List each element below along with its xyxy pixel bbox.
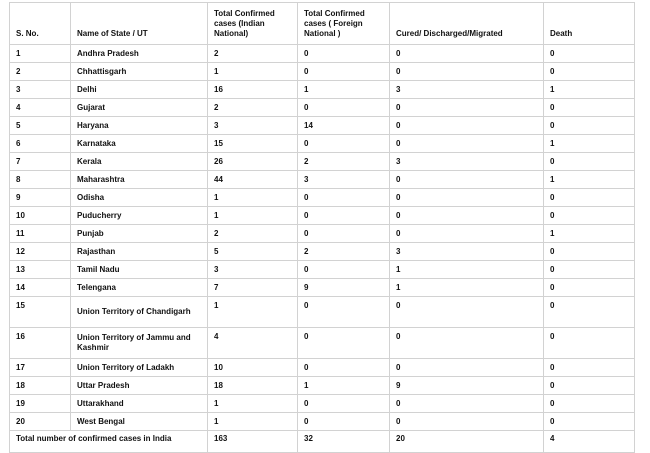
cell-indian: 5 xyxy=(208,243,298,261)
cell-indian: 7 xyxy=(208,279,298,297)
cell-cured: 0 xyxy=(390,413,544,431)
cell-indian: 3 xyxy=(208,261,298,279)
cell-state: Puducherry xyxy=(71,207,208,225)
cell-cured: 1 xyxy=(390,279,544,297)
cell-death: 0 xyxy=(544,297,635,328)
total-label: Total number of confirmed cases in India xyxy=(10,431,208,453)
cell-sno: 8 xyxy=(10,171,71,189)
cell-death: 0 xyxy=(544,207,635,225)
cell-sno: 6 xyxy=(10,135,71,153)
total-indian: 163 xyxy=(208,431,298,453)
total-row xyxy=(10,431,635,453)
cell-indian: 1 xyxy=(208,189,298,207)
total-cured: 20 xyxy=(390,431,544,453)
cell-cured: 1 xyxy=(390,261,544,279)
cell-state: Union Territory of Jammu and Kashmir xyxy=(71,328,208,359)
cell-death: 0 xyxy=(544,63,635,81)
table-row xyxy=(10,243,635,261)
table-row xyxy=(10,225,635,243)
header-sno: S. No. xyxy=(10,3,71,45)
cell-cured: 0 xyxy=(390,171,544,189)
cell-state: Tamil Nadu xyxy=(71,261,208,279)
cell-death: 1 xyxy=(544,171,635,189)
cell-sno: 1 xyxy=(10,45,71,63)
cell-state: Maharashtra xyxy=(71,171,208,189)
cell-cured: 0 xyxy=(390,63,544,81)
table-row xyxy=(10,359,635,377)
header-foreign-cases: Total Confirmed cases ( Foreign National ) xyxy=(298,3,390,45)
table-body xyxy=(10,45,635,431)
cell-death: 0 xyxy=(544,243,635,261)
total-death: 4 xyxy=(544,431,635,453)
cell-sno: 17 xyxy=(10,359,71,377)
cell-state: Haryana xyxy=(71,117,208,135)
cell-sno: 4 xyxy=(10,99,71,117)
cell-foreign: 0 xyxy=(298,261,390,279)
cell-indian: 1 xyxy=(208,395,298,413)
cell-foreign: 0 xyxy=(298,225,390,243)
cell-state: Karnataka xyxy=(71,135,208,153)
cell-foreign: 0 xyxy=(298,413,390,431)
cell-cured: 0 xyxy=(390,135,544,153)
cell-cured: 0 xyxy=(390,328,544,359)
cell-foreign: 1 xyxy=(298,81,390,99)
cell-state: Union Territory of Chandigarh xyxy=(71,297,208,328)
total-foreign: 32 xyxy=(298,431,390,453)
header-indian-cases: Total Confirmed cases (Indian National) xyxy=(208,3,298,45)
cell-foreign: 9 xyxy=(298,279,390,297)
cell-indian: 1 xyxy=(208,63,298,81)
cell-sno: 10 xyxy=(10,207,71,225)
table-row xyxy=(10,135,635,153)
cell-death: 1 xyxy=(544,81,635,99)
cell-indian: 1 xyxy=(208,207,298,225)
cell-indian: 2 xyxy=(208,45,298,63)
header-cured: Cured/ Discharged/Migrated xyxy=(390,3,544,45)
cell-death: 0 xyxy=(544,359,635,377)
cell-sno: 12 xyxy=(10,243,71,261)
cell-cured: 0 xyxy=(390,395,544,413)
cell-foreign: 0 xyxy=(298,359,390,377)
cell-cured: 0 xyxy=(390,45,544,63)
cell-death: 0 xyxy=(544,395,635,413)
cell-death: 0 xyxy=(544,413,635,431)
header-state: Name of State / UT xyxy=(71,3,208,45)
table-row xyxy=(10,99,635,117)
cell-state: Uttar Pradesh xyxy=(71,377,208,395)
cell-indian: 10 xyxy=(208,359,298,377)
cell-death: 0 xyxy=(544,117,635,135)
cell-death: 1 xyxy=(544,225,635,243)
cell-state: Chhattisgarh xyxy=(71,63,208,81)
cell-indian: 1 xyxy=(208,413,298,431)
cell-state: Gujarat xyxy=(71,99,208,117)
cell-foreign: 0 xyxy=(298,207,390,225)
table-row xyxy=(10,207,635,225)
cell-state: Odisha xyxy=(71,189,208,207)
cell-sno: 20 xyxy=(10,413,71,431)
table-header-row xyxy=(10,3,635,45)
cell-indian: 15 xyxy=(208,135,298,153)
cell-foreign: 0 xyxy=(298,45,390,63)
header-death: Death xyxy=(544,3,635,45)
cell-state: Kerala xyxy=(71,153,208,171)
cell-foreign: 2 xyxy=(298,153,390,171)
cell-state: Uttarakhand xyxy=(71,395,208,413)
cell-indian: 1 xyxy=(208,297,298,328)
cell-sno: 9 xyxy=(10,189,71,207)
table-row xyxy=(10,297,635,328)
cell-state: Union Territory of Ladakh xyxy=(71,359,208,377)
cell-cured: 3 xyxy=(390,243,544,261)
cell-sno: 11 xyxy=(10,225,71,243)
cell-foreign: 0 xyxy=(298,328,390,359)
cell-foreign: 0 xyxy=(298,297,390,328)
table-row xyxy=(10,279,635,297)
cell-death: 1 xyxy=(544,135,635,153)
cell-cured: 0 xyxy=(390,297,544,328)
table-row xyxy=(10,45,635,63)
cell-foreign: 3 xyxy=(298,171,390,189)
cell-indian: 44 xyxy=(208,171,298,189)
cases-table xyxy=(9,2,635,453)
cell-indian: 3 xyxy=(208,117,298,135)
cell-cured: 0 xyxy=(390,207,544,225)
cell-state: Rajasthan xyxy=(71,243,208,261)
cell-death: 0 xyxy=(544,99,635,117)
table-row xyxy=(10,153,635,171)
cell-foreign: 0 xyxy=(298,395,390,413)
table-row xyxy=(10,63,635,81)
table-row xyxy=(10,261,635,279)
cell-death: 0 xyxy=(544,279,635,297)
cell-sno: 15 xyxy=(10,297,71,328)
cell-foreign: 2 xyxy=(298,243,390,261)
cell-indian: 26 xyxy=(208,153,298,171)
cell-death: 0 xyxy=(544,328,635,359)
table-row xyxy=(10,189,635,207)
cell-death: 0 xyxy=(544,261,635,279)
cell-cured: 0 xyxy=(390,99,544,117)
cell-sno: 19 xyxy=(10,395,71,413)
cell-cured: 9 xyxy=(390,377,544,395)
table-row xyxy=(10,395,635,413)
cell-foreign: 14 xyxy=(298,117,390,135)
table-row xyxy=(10,413,635,431)
cell-sno: 18 xyxy=(10,377,71,395)
cell-indian: 4 xyxy=(208,328,298,359)
cell-sno: 3 xyxy=(10,81,71,99)
cell-foreign: 0 xyxy=(298,189,390,207)
cell-indian: 2 xyxy=(208,225,298,243)
cell-state: Andhra Pradesh xyxy=(71,45,208,63)
cell-cured: 3 xyxy=(390,81,544,99)
cell-sno: 7 xyxy=(10,153,71,171)
cell-cured: 3 xyxy=(390,153,544,171)
cell-indian: 18 xyxy=(208,377,298,395)
table-row xyxy=(10,328,635,359)
table-row xyxy=(10,171,635,189)
cell-cured: 0 xyxy=(390,225,544,243)
cell-state: Telengana xyxy=(71,279,208,297)
table-row xyxy=(10,377,635,395)
cell-indian: 2 xyxy=(208,99,298,117)
cell-sno: 5 xyxy=(10,117,71,135)
cell-indian: 16 xyxy=(208,81,298,99)
cell-state: West Bengal xyxy=(71,413,208,431)
cell-foreign: 0 xyxy=(298,99,390,117)
cell-cured: 0 xyxy=(390,117,544,135)
table-row xyxy=(10,117,635,135)
cell-cured: 0 xyxy=(390,359,544,377)
cell-sno: 14 xyxy=(10,279,71,297)
table-row xyxy=(10,81,635,99)
cell-sno: 16 xyxy=(10,328,71,359)
cell-death: 0 xyxy=(544,153,635,171)
cell-state: Delhi xyxy=(71,81,208,99)
cell-sno: 13 xyxy=(10,261,71,279)
cell-state: Punjab xyxy=(71,225,208,243)
cell-cured: 0 xyxy=(390,189,544,207)
cell-foreign: 1 xyxy=(298,377,390,395)
cell-foreign: 0 xyxy=(298,63,390,81)
cell-death: 0 xyxy=(544,45,635,63)
cell-death: 0 xyxy=(544,189,635,207)
cell-foreign: 0 xyxy=(298,135,390,153)
cell-sno: 2 xyxy=(10,63,71,81)
cell-death: 0 xyxy=(544,377,635,395)
